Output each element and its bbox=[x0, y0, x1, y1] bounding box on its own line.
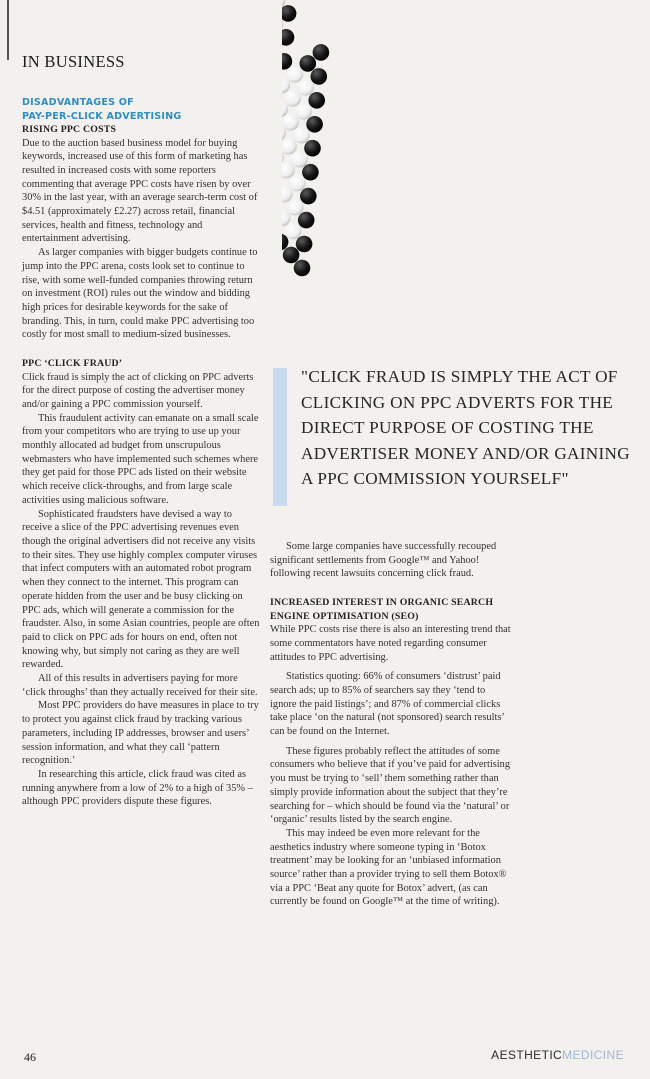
cursor-dot bbox=[283, 247, 300, 264]
cursor-dot bbox=[287, 66, 304, 83]
cursor-dot bbox=[300, 55, 317, 72]
cursor-dot bbox=[287, 199, 304, 216]
subheading-click-fraud: PPC ‘CLICK FRAUD’ bbox=[22, 358, 123, 370]
magazine-title-part-2: MEDICINE bbox=[562, 1048, 624, 1062]
pull-quote-text: "CLICK FRAUD IS SIMPLY THE ACT OF CLICKING ON PPC ADVERTS FOR THE DIRECT PURPOSE OF COSTING THE ADVERTISER MONEY AND/OR GAINING A PPC COMMISSION YOURSELF" bbox=[301, 367, 630, 489]
paragraph-fraud-6: In researching this article, click fraud was cited as running anywhere from a low of 2% to a high of 35% – although PPC providers dispute these figures. bbox=[22, 768, 253, 808]
paragraph-seo-1: While PPC costs rise there is also an interesting trend that some commentators have noted regarding consumer attitudes to PPC advertising. bbox=[270, 624, 511, 663]
cursor-dot bbox=[282, 162, 295, 179]
paragraph-rising-2: As larger companies with bigger budgets continue to jump into the PPC arena, costs look set to continue to rise, with some well-funded companies throwing return on investment (ROI) rules out the window and bidding high prices for desirable keywords for the sake of branding. This, in turn, could make PPC advertising too costly for most small to medium-sized businesses. bbox=[22, 247, 258, 341]
cursor-dot bbox=[304, 140, 321, 157]
cursor-dot bbox=[284, 90, 301, 107]
cursor-arrow-illustration bbox=[282, 0, 612, 300]
section-label: IN BUSINESS bbox=[22, 52, 125, 71]
cursor-dot bbox=[282, 114, 299, 131]
subheading-rising-costs: RISING PPC COSTS bbox=[22, 124, 117, 135]
cursor-dot bbox=[311, 68, 328, 85]
paragraph-fraud-2: This fraudulent activity can emanate on a small scale from your competitors who are trying to use up your monthly allocated ad budget from unscrupulous webmasters who have implemented such schemes where they get paid for those PPC ads listed on their website which receive click-throughs, and from large scale activities using malicious software. bbox=[22, 412, 259, 506]
paragraph-fraud-5: Most PPC providers do have measures in place to try to protect you against click fraud by tracking various parameters, including IP addresses, browser and users’ session information, and what they call ‘pattern recognition.’ bbox=[22, 700, 259, 767]
cursor-dot bbox=[282, 5, 296, 22]
cursor-dot bbox=[295, 103, 312, 120]
article-heading-line-1: DISADVANTAGES OF bbox=[22, 97, 134, 108]
cursor-dot bbox=[313, 44, 330, 61]
paragraph-fraud-3: Sophisticated fraudsters have devised a way to receive a slice of the PPC advertising revenues even though the original advertisers did not receive any visits to their sites. They use highly complex computer viruses that infect computers with an automated robot program when they connect to the internet. This program can operate hidden from the user and be busy clicking on PPC ads, which will generate a commission for the fraudster. Also, in some Asian countries, people are often paid to click on PPC ads for hours on end, often not knowing why, but simply not caring as they are well rewarded. bbox=[22, 508, 260, 671]
cursor-dot bbox=[289, 175, 306, 192]
cursor-dot bbox=[296, 236, 313, 253]
paragraph-rising-1: Due to the auction based business model for buying keywords, increased use of this form of marketing has resulted in increased costs with some reporters commenting that average PPC costs have risen by over 30% in the last year, with an average search-term cost of $4.51 (approximately £2.27) across retail, financial services, health and fitness, technology and entertainment advertising. bbox=[22, 137, 258, 245]
cursor-dot bbox=[294, 260, 311, 277]
cursor-dot bbox=[306, 116, 323, 133]
cursor-dot bbox=[282, 138, 297, 155]
article-heading-line-2: PAY-PER-CLICK ADVERTISING bbox=[22, 110, 182, 122]
magazine-title-part-1: AESTHETIC bbox=[491, 1048, 563, 1062]
page-number: 46 bbox=[24, 1050, 36, 1064]
paragraph-seo-2: Statistics quoting: 66% of consumers ‘distrust’ paid search ads; up to 85% of searchers say they ‘tend to ignore the paid listings’; and 87% of commercial clicks take place ‘on the natural (not sponsored) search results’ can be found on the Internet. bbox=[270, 671, 505, 738]
cursor-dot bbox=[293, 127, 310, 144]
pull-quote-bar bbox=[273, 368, 287, 506]
cursor-dot bbox=[300, 188, 317, 205]
paragraph-seo-3: These figures probably reflect the attitudes of some consumers who believe that if you’ve paid for advertising you must be trying to ‘sell’ them something rather than simply provide information about the subject that they’re searching for – which should be found via the ‘natural’ or ‘organic’ results listed by the search engine. bbox=[270, 745, 511, 826]
cursor-dot bbox=[282, 29, 294, 46]
paragraph-seo-4: This may indeed be even more relevant for the aesthetics industry where someone typing in ‘Botox treatment’ may be looking for an ‘unbiased information source’ rather than a provider trying to sell them Botox® via a PPC ‘Beat any quote for Botox’ advert, (as can currently be found on Google™ at the time of writing). bbox=[270, 827, 507, 908]
subheading-organic-seo: INCREASED INTEREST IN ORGANIC SEARCH ENGINE OPTIMISATION (SEO) bbox=[270, 597, 494, 622]
magazine-title bbox=[491, 1048, 624, 1062]
cursor-dot bbox=[297, 79, 314, 96]
page-edge-rule bbox=[7, 0, 9, 60]
paragraph-settlements: Some large companies have successfully recouped significant settlements from Google™ and Yahoo! following recent lawsuits concerning click fraud. bbox=[270, 541, 497, 580]
cursor-dot bbox=[308, 92, 325, 109]
cursor-dot bbox=[291, 151, 308, 168]
cursor-dot bbox=[302, 164, 319, 181]
paragraph-fraud-1: Click fraud is simply the act of clicking on PPC adverts for the direct purpose of costing the advertiser money and/or gaining a PPC commission yourself. bbox=[22, 371, 254, 410]
pull-quote bbox=[273, 364, 635, 514]
right-column bbox=[270, 540, 514, 909]
cursor-dot bbox=[298, 212, 315, 229]
paragraph-fraud-4: All of this results in advertisers paying for more ‘click throughs’ than they actually received for their site. bbox=[22, 673, 258, 698]
cursor-dot bbox=[285, 223, 302, 240]
left-column bbox=[22, 96, 260, 809]
